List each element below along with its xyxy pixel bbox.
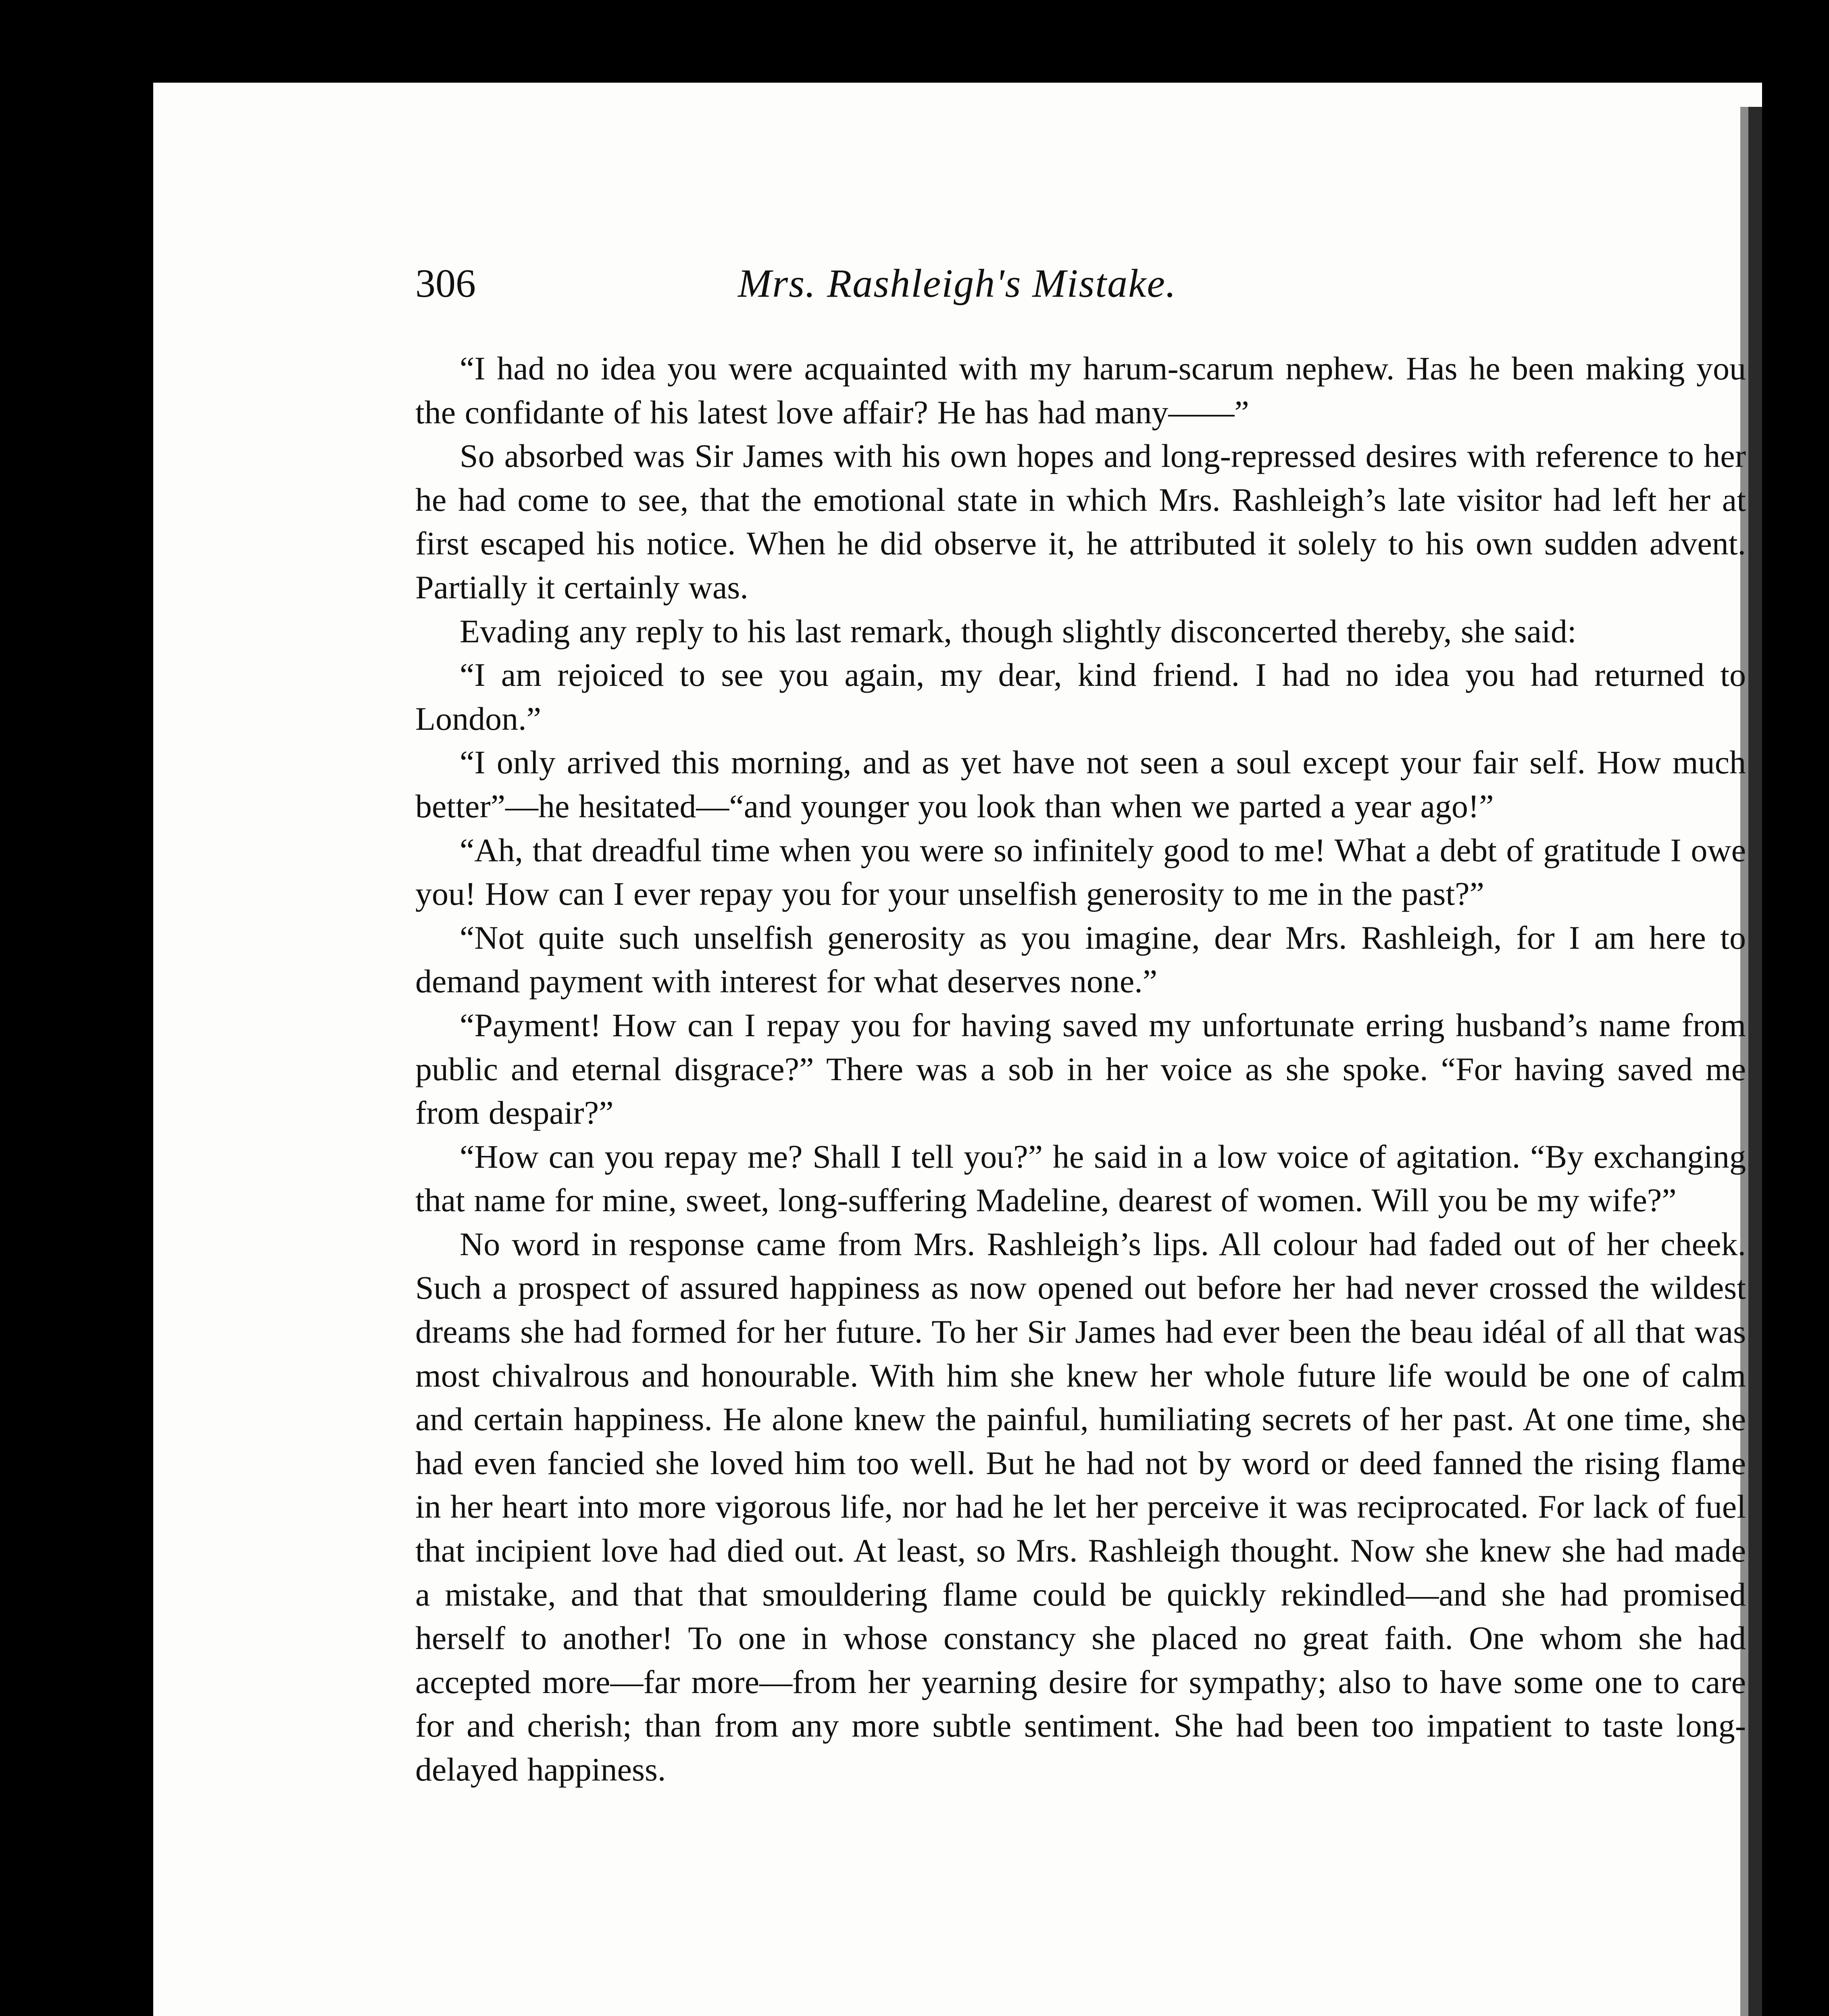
paragraph: So absorbed was Sir James with his own hopes and long-repressed desires with reference to her he had come to see, that the emotional state in which Mrs. Rashleigh’s late visitor had left her at first escaped his notice. When he did observe it, he attributed it solely to his own sudden advent. Partially it certainly was.	[415, 437, 1746, 606]
page-number: 306	[415, 261, 476, 306]
body-text	[415, 347, 1746, 1792]
paragraph: “I only arrived this morning, and as yet have not seen a soul except your fair self. How much better”—he hesitated—“and younger you look than when we parted a year ago!”	[415, 744, 1746, 825]
book-page	[153, 83, 1762, 2016]
running-title: Mrs. Rashleigh's Mistake.	[738, 261, 1177, 306]
paragraph: No word in response came from Mrs. Rashleigh’s lips. All colour had faded out of her cheek. Such a prospect of assured happiness as now opened out before her had never crossed the wildest dreams she had formed for her future. To her Sir James had ever been the beau idéal of all that was most chivalrous and honourable. With him she knew her whole future life would be one of calm and certain happiness. He alone knew the painful, humiliating secrets of her past. At one time, she had even fancied she loved him too well. But he had not by word or deed fanned the rising flame in her heart into more vigorous life, nor had he let her perceive it was reciprocated. For lack of fuel that incipient love had died out. At least, so Mrs. Rashleigh thought. Now she knew she had made a mistake, and that that smouldering flame could be quickly rekindled—and she had promised herself to another! To one in whose constancy she placed no great faith. One whom she had accepted more—far more—from her yearning desire for sympathy; also to have some one to care for and cherish; than from any more subtle sentiment. She had been too impatient to taste long-delayed happiness.	[415, 1225, 1746, 1788]
paragraph: “Payment! How can I repay you for having saved my unfortunate erring husband’s name from public and eternal disgrace?” There was a sob in her voice as she spoke. “For having saved me from despair?”	[415, 1006, 1746, 1131]
paragraph: “Not quite such unselfish generosity as you imagine, dear Mrs. Rashleigh, for I am here to demand payment with interest for what deserves none.”	[415, 919, 1746, 1000]
paragraph: “Ah, that dreadful time when you were so infinitely good to me! What a debt of gratitude I owe you! How can I ever repay you for your unselfish generosity to me in the past?”	[415, 831, 1746, 912]
paragraph: “How can you repay me? Shall I tell you?” he said in a low voice of agitation. “By exchanging that name for mine, sweet, long-suffering Madeline, dearest of women. Will you be my wife?”	[415, 1138, 1746, 1219]
paragraph: “I am rejoiced to see you again, my dear, kind friend. I had no idea you had returned to London.”	[415, 656, 1746, 737]
paragraph: “I had no idea you were acquainted with my harum-scarum nephew. Has he been making you the confidante of his latest love affair? He has had many——”	[415, 350, 1746, 431]
paragraph: Evading any reply to his last remark, though slightly disconcerted thereby, she said:	[460, 612, 1577, 650]
running-head	[415, 260, 1746, 341]
page-edge	[1748, 107, 1762, 2016]
